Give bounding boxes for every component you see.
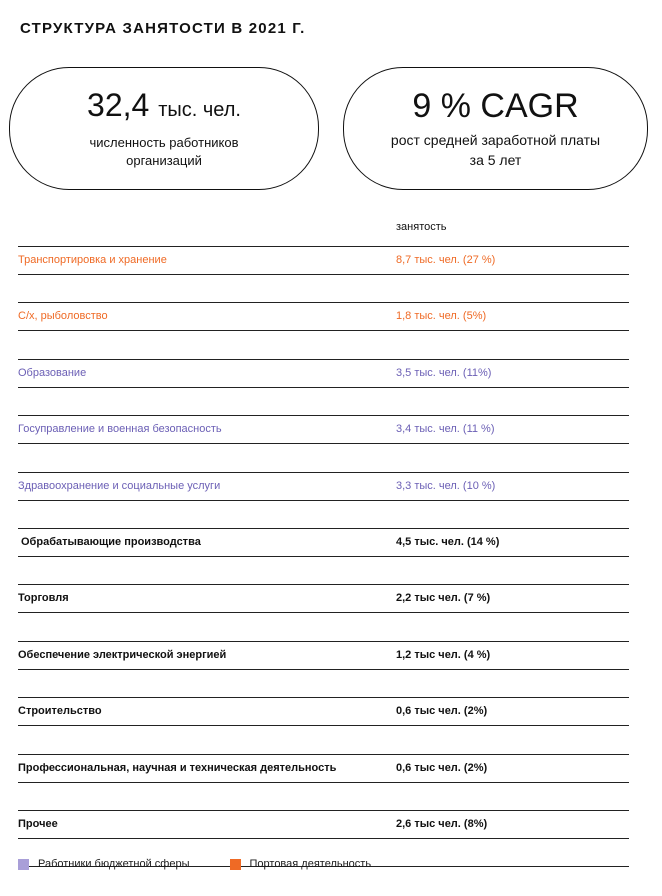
legend <box>18 858 411 870</box>
legend-label: Портовая деятельность <box>249 858 372 870</box>
row-sector-name: Обрабатывающие производства <box>21 535 201 548</box>
row-divider <box>18 246 629 247</box>
row-sector-name: Торговля <box>18 592 69 605</box>
employees-caption-line1: численность работников <box>89 135 239 150</box>
employees-number: 32,4 <box>87 87 150 123</box>
salary-growth-caption <box>391 130 600 170</box>
row-divider <box>18 359 629 360</box>
row-divider <box>18 584 629 585</box>
row-divider <box>18 274 629 275</box>
row-divider <box>18 641 629 642</box>
row-divider <box>18 556 629 557</box>
row-employment-value: 1,8 тыс. чел. (5%) <box>396 310 487 323</box>
row-sector-name: Профессиональная, научная и техническая деятельность <box>18 761 337 774</box>
row-employment-value: 2,2 тыс чел. (7 %) <box>396 592 491 605</box>
row-sector-name: Транспортировка и хранение <box>18 254 167 266</box>
row-employment-value: 4,5 тыс. чел. (14 %) <box>396 535 500 548</box>
employees-unit: тыс. чел. <box>158 99 241 121</box>
employees-caption <box>90 134 239 170</box>
row-sector-name: Госуправление и военная безопасность <box>18 423 222 436</box>
row-sector-name: Образование <box>18 366 87 379</box>
table-row <box>18 415 629 471</box>
row-divider <box>18 782 629 783</box>
row-employment-value: 3,3 тыс. чел. (10 %) <box>396 479 496 492</box>
row-employment-value: 3,4 тыс. чел. (11 %) <box>396 423 495 436</box>
legend-swatch <box>18 859 29 870</box>
row-divider <box>18 500 629 501</box>
row-employment-value: 8,7 тыс. чел. (27 %) <box>396 254 496 266</box>
row-sector-name: Здравоохранение и социальные услуги <box>18 479 221 492</box>
row-sector-name: Прочее <box>18 817 58 830</box>
table-row <box>18 472 629 528</box>
row-divider <box>18 472 629 473</box>
employees-value <box>87 87 241 128</box>
table-row <box>18 246 629 302</box>
table-row <box>18 754 629 810</box>
employees-caption-line2: организаций <box>126 153 202 168</box>
legend-item <box>230 858 372 870</box>
row-employment-value: 3,5 тыс. чел. (11%) <box>396 366 492 379</box>
row-sector-name: Строительство <box>18 705 102 718</box>
row-divider <box>18 415 629 416</box>
table-row <box>18 302 629 358</box>
row-divider <box>18 387 629 388</box>
legend-label: Работники бюджетной сферы <box>38 858 190 870</box>
salary-growth-caption-line1: рост средней заработной платы <box>390 131 601 148</box>
legend-item <box>18 858 190 870</box>
row-employment-value: 2,6 тыс чел. (8%) <box>396 817 488 830</box>
row-employment-value: 0,6 тыс чел. (2%) <box>396 761 488 774</box>
table-row <box>18 641 629 697</box>
row-divider <box>18 838 629 839</box>
row-divider <box>18 302 629 303</box>
row-divider <box>18 810 629 811</box>
row-employment-value: 0,6 тыс чел. (2%) <box>396 705 488 718</box>
row-divider <box>18 528 629 529</box>
salary-growth-value: 9 % CAGR <box>412 86 579 125</box>
column-header-employment: занятость <box>396 221 447 233</box>
row-divider <box>18 754 629 755</box>
legend-swatch <box>230 859 241 870</box>
row-sector-name: С/х, рыболовство <box>18 310 108 323</box>
salary-growth-caption-line2: за 5 лет <box>469 151 522 168</box>
employees-card <box>9 67 319 190</box>
table-row <box>18 697 629 753</box>
table-row <box>18 359 629 415</box>
row-divider <box>18 669 629 670</box>
row-divider <box>18 330 629 331</box>
row-divider <box>18 443 629 444</box>
table-row <box>18 528 629 584</box>
row-divider <box>18 697 629 698</box>
page-title: СТРУКТУРА ЗАНЯТОСТИ В 2021 Г. <box>20 20 306 37</box>
row-employment-value: 1,2 тыс чел. (4 %) <box>396 648 491 661</box>
row-sector-name: Обеспечение электрической энергией <box>18 648 227 661</box>
row-divider <box>18 725 629 726</box>
salary-growth-card <box>343 67 648 190</box>
employment-table <box>18 246 629 867</box>
table-row <box>18 584 629 640</box>
row-divider <box>18 612 629 613</box>
